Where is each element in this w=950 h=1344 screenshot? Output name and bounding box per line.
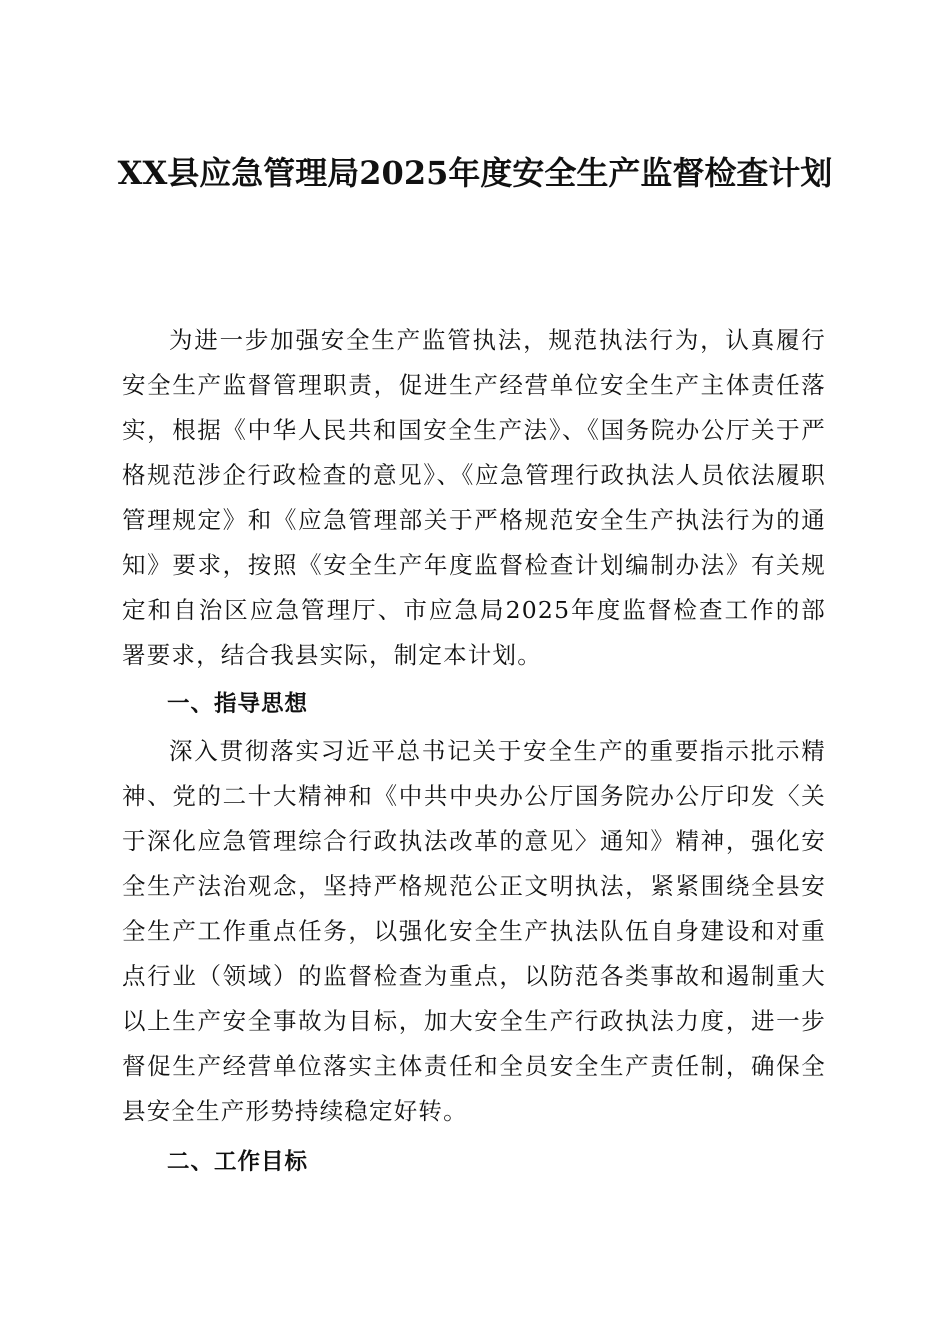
section-heading-work-goals: 二、工作目标 bbox=[167, 1149, 309, 1175]
document-title: XX县应急管理局2025年度安全生产监督检查计划 bbox=[117, 154, 833, 192]
section-heading-guiding-ideology: 一、指导思想 bbox=[167, 691, 309, 717]
document-body bbox=[122, 318, 826, 1185]
intro-paragraph: 为进一步加强安全生产监管执法，规范执法行为，认真履行安全生产监督管理职责，促进生产经营单位安全生产主体责任落实，根据《中华人民共和国安全生产法》、《国务院办公厅关于严格规范涉企行政检查的意见》、《应急管理行政执法人员依法履职管理规定》和《应急管理部关于严格规范安全生产执法行为的通知》要求，按照《安全生产年度监督检查计划编制办法》有关规定和自治区应急管理厅、市应急局2025年度监督检查工作的部署要求，结合我县实际，制定本计划。 bbox=[122, 326, 826, 669]
section-paragraph-guiding-ideology: 深入贯彻落实习近平总书记关于安全生产的重要指示批示精神、党的二十大精神和《中共中央办公厅国务院办公厅印发〈关于深化应急管理综合行政执法改革的意见〉通知》精神，强化安全生产法治观念，坚持严格规范公正文明执法，紧紧围绕全县安全生产工作重点任务，以强化安全生产执法队伍自身建设和对重点行业（领域）的监督检查为重点，以防范各类事故和遏制重大以上生产安全事故为目标，加大安全生产行政执法力度，进一步督促生产经营单位落实主体责任和全员安全生产责任制，确保全县安全生产形势持续稳定好转。 bbox=[122, 737, 826, 1125]
